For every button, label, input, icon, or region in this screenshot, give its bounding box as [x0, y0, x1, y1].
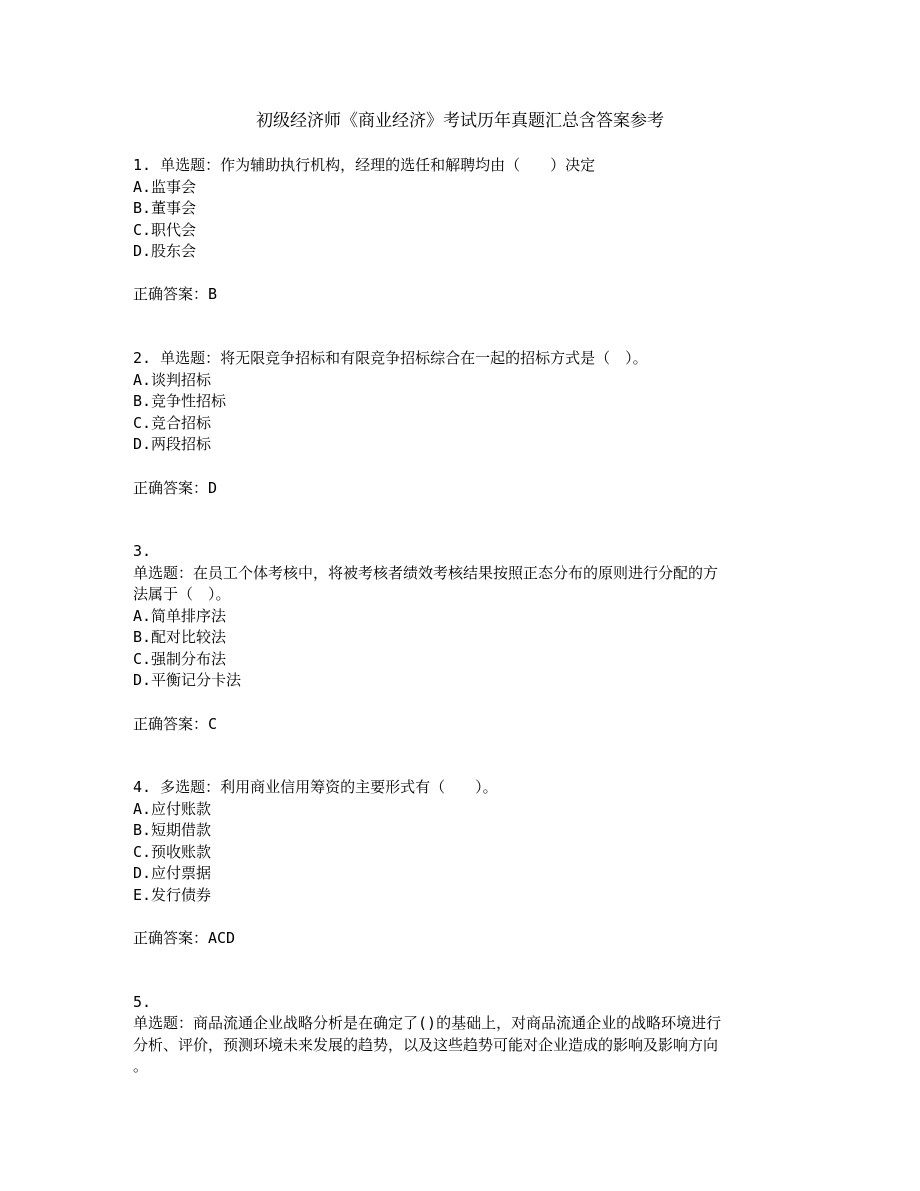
question-1-option-d: D.股东会 — [133, 242, 197, 260]
question-3-option-a: A.简单排序法 — [133, 607, 227, 625]
question-2-option-a: A.谈判招标 — [133, 371, 212, 389]
question-2-option-b: B.竞争性招标 — [133, 392, 227, 410]
question-3-option-d: D.平衡记分卡法 — [133, 671, 242, 689]
question-5-stem-line-1: 单选题：商品流通企业战略分析是在确定了()的基础上，对商品流通企业的战略环境进行 — [133, 1014, 722, 1032]
question-2-option-d: D.两段招标 — [133, 435, 212, 453]
question-4-stem: 4. 多选题：利用商业信用筹资的主要形式有（ ）。 — [133, 778, 498, 796]
question-3-stem-line-2: 法属于（ ）。 — [133, 585, 231, 603]
question-3-answer: 正确答案：C — [133, 715, 218, 733]
question-5-number: 5. — [133, 993, 152, 1011]
question-3-stem-line-1: 单选题：在员工个体考核中，将被考核者绩效考核结果按照正态分布的原则进行分配的方 — [133, 564, 719, 582]
question-4-answer: 正确答案：ACD — [133, 929, 236, 947]
question-3-option-b: B.配对比较法 — [133, 628, 227, 646]
question-5-stem-line-3: 。 — [133, 1057, 149, 1075]
question-4-option-e: E.发行债券 — [133, 886, 212, 904]
question-4-option-c: C.预收账款 — [133, 843, 212, 861]
question-2-stem: 2. 单选题：将无限竞争招标和有限竞争招标综合在一起的招标方式是（ ）。 — [133, 349, 648, 367]
question-1-stem: 1. 单选题：作为辅助执行机构，经理的选任和解聘均由（ ）决定 — [133, 156, 596, 174]
document-title: 初级经济师《商业经济》考试历年真题汇总含答案参考 — [256, 111, 664, 131]
question-5-stem-line-2: 分析、评价，预测环境未来发展的趋势，以及这些趋势可能对企业造成的影响及影响方向 — [133, 1036, 719, 1054]
question-2-option-c: C.竞合招标 — [133, 414, 212, 432]
question-1-option-b: B.董事会 — [133, 199, 197, 217]
question-1-option-c: C.职代会 — [133, 221, 197, 239]
question-1-answer: 正确答案：B — [133, 285, 218, 303]
question-4-option-a: A.应付账款 — [133, 800, 212, 818]
question-4-option-d: D.应付票据 — [133, 864, 212, 882]
question-3-number: 3. — [133, 542, 152, 560]
question-1-option-a: A.监事会 — [133, 178, 197, 196]
question-3-option-c: C.强制分布法 — [133, 650, 227, 668]
question-4-option-b: B.短期借款 — [133, 821, 212, 839]
question-2-answer: 正确答案：D — [133, 479, 218, 497]
